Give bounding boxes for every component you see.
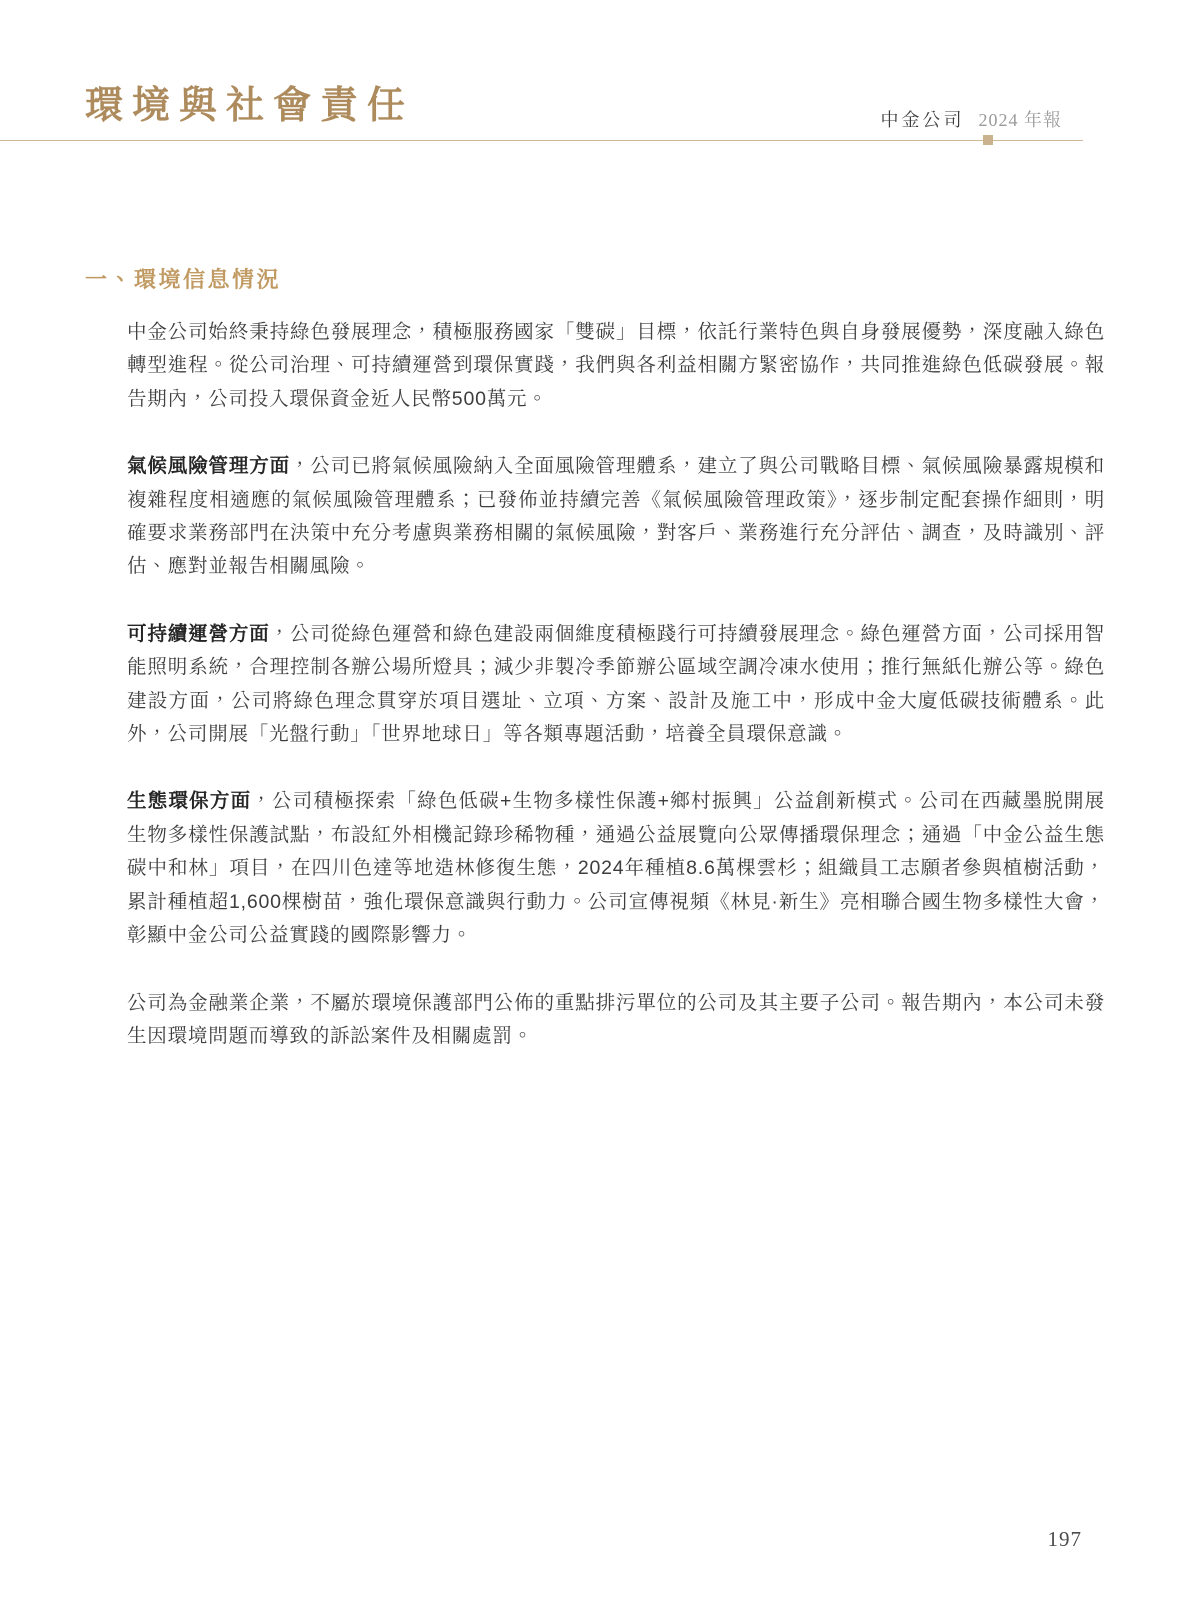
header-company-name: 中金公司 [880,110,965,130]
main-content [85,263,1105,1087]
body-paragraph-compliance [127,987,1105,1054]
paragraph-lead: 可持續運營方面 [127,622,270,645]
body-paragraph-climate-risk [127,450,1105,584]
paragraph-text: 公司為金融業企業，不屬於環境保護部門公佈的重點排污單位的公司及其主要子公司。報告期內，本公司未發生因環境問題而導致的訴訟案件及相關處罰。 [127,991,1105,1047]
section-heading: 一、環境信息情況 [85,267,282,292]
paragraph-lead: 氣候風險管理方面 [127,455,291,478]
header-edition: 2024 年報 [978,110,1062,130]
header-divider-square [983,135,993,145]
paragraph-lead: 生態環保方面 [127,790,252,813]
paragraph-text: ，公司從綠色運營和綠色建設兩個維度積極踐行可持續發展理念。綠色運營方面，公司採用智能照明系統，合理控制各辦公場所燈具；減少非製冷季節辦公區域空調冷凍水使用；推行無紙化辦公等。綠色建設方面，公司將綠色理念貫穿於項目選址、立項、方案、設計及施工中，形成中金大廈低碳技術體系。此外，公司開展「光盤行動」「世界地球日」等各類專題活動，培養全員環保意識。 [127,622,1105,746]
body-paragraph-ecology [127,785,1105,952]
header-divider-line [0,140,1083,141]
paragraph-text: 中金公司始終秉持綠色發展理念，積極服務國家「雙碳」目標，依託行業特色與自身發展優勢，深度融入綠色轉型進程。從公司治理、可持續運營到環保實踐，我們與各利益相關方緊密協作，共同推進綠色低碳發展。報告期內，公司投入環保資金近人民幣500萬元。 [127,321,1105,410]
body-copy [127,316,1105,1053]
page-title: 環境與社會責任 [85,85,415,127]
body-paragraph-sustainable-operations [127,618,1105,752]
paragraph-text: ，公司已將氣候風險納入全面風險管理體系，建立了與公司戰略目標、氣候風險暴露規模和複雜程度相適應的氣候風險管理體系；已發佈並持續完善《氣候風險管理政策》，逐步制定配套操作細則，明確要求業務部門在決策中充分考慮與業務相關的氣候風險，對客戶、業務進行充分評估、調查，及時識別、評估、應對並報告相關風險。 [127,455,1105,578]
header-right [881,106,1063,132]
paragraph-text: ，公司積極探索「綠色低碳+生物多樣性保護+鄉村振興」公益創新模式。公司在西藏墨脱開展生物多樣性保護試點，布設紅外相機記錄珍稀物種，通過公益展覽向公眾傳播環保理念；通過「中金公益生態碳中和林」項目，在四川色達等地造林修復生態，2024年種植8.6萬棵雲杉；組織員工志願者參與植樹活動，累計種植超1,600棵樹苗，強化環保意識與行動力。公司宣傳視頻《林見·新生》亮相聯合國生物多樣性大會，彰顯中金公司公益實踐的國際影響力。 [127,790,1105,947]
page-number: 197 [1047,1527,1082,1551]
body-paragraph-intro [127,316,1105,416]
